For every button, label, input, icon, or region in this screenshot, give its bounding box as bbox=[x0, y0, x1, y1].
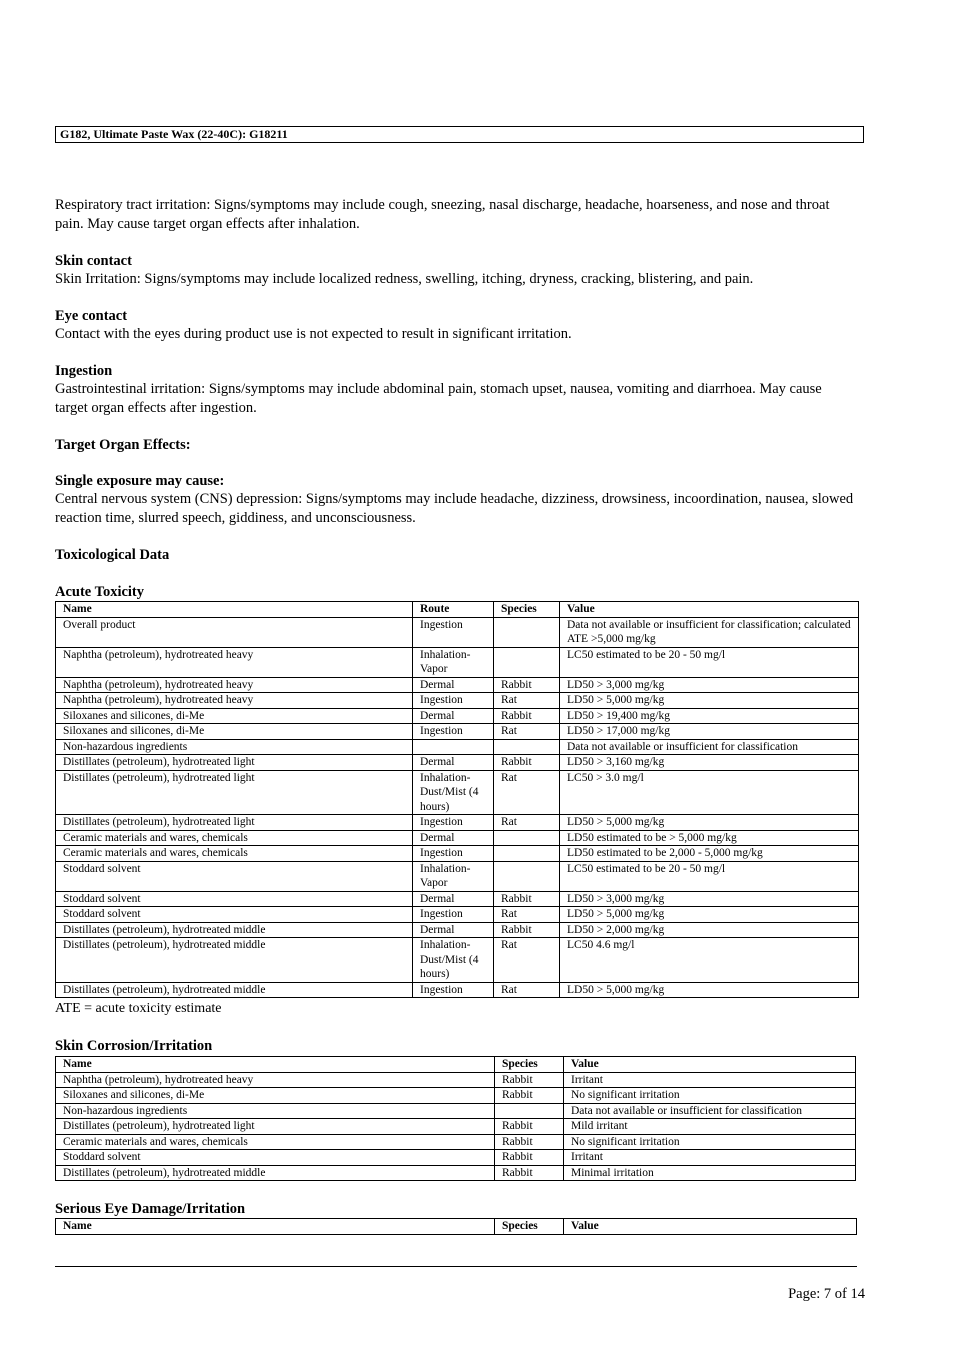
skin-cell: Ceramic materials and wares, chemicals bbox=[56, 1134, 495, 1150]
skin-header-species: Species bbox=[495, 1057, 564, 1073]
acute-cell: Data not available or insufficient for classification; calculated ATE >5,000 mg/kg bbox=[560, 617, 859, 647]
skin-cell: Siloxanes and silicones, di-Me bbox=[56, 1088, 495, 1104]
acute-cell bbox=[494, 846, 560, 862]
acute-cell: Rat bbox=[494, 770, 560, 815]
acute-row bbox=[56, 755, 859, 771]
acute-cell: LD50 > 3,160 mg/kg bbox=[560, 755, 859, 771]
acute-cell: Rat bbox=[494, 907, 560, 923]
skin-cell: Minimal irritation bbox=[564, 1165, 856, 1181]
acute-cell: Dermal bbox=[413, 755, 494, 771]
skin-cell: No significant irritation bbox=[564, 1088, 856, 1104]
skin-cell: Rabbit bbox=[495, 1072, 564, 1088]
eye-damage-heading: Serious Eye Damage/Irritation bbox=[55, 1201, 246, 1217]
acute-cell: Rabbit bbox=[494, 755, 560, 771]
acute-cell: Ingestion bbox=[413, 617, 494, 647]
acute-cell: Rabbit bbox=[494, 708, 560, 724]
acute-cell: Rabbit bbox=[494, 677, 560, 693]
acute-cell: Distillates (petroleum), hydrotreated light bbox=[56, 815, 413, 831]
skin-cell: Rabbit bbox=[495, 1088, 564, 1104]
acute-cell: Ingestion bbox=[413, 693, 494, 709]
acute-cell: Dermal bbox=[413, 922, 494, 938]
acute-cell: Ceramic materials and wares, chemicals bbox=[56, 846, 413, 862]
acute-cell: Siloxanes and silicones, di-Me bbox=[56, 708, 413, 724]
skin-header-value: Value bbox=[564, 1057, 856, 1073]
eye-contact-heading: Eye contact bbox=[55, 308, 128, 324]
acute-cell: Dermal bbox=[413, 830, 494, 846]
acute-cell: Dermal bbox=[413, 891, 494, 907]
acute-cell: Ingestion bbox=[413, 815, 494, 831]
acute-cell: LD50 > 3,000 mg/kg bbox=[560, 677, 859, 693]
acute-cell bbox=[494, 617, 560, 647]
skin-contact-text: Skin Irritation: Signs/symptoms may include localized redness, swelling, itching, dryness, cracking, blistering, and pain. bbox=[55, 271, 754, 287]
acute-cell: Naphtha (petroleum), hydrotreated heavy bbox=[56, 647, 413, 677]
acute-cell: LD50 > 2,000 mg/kg bbox=[560, 922, 859, 938]
skin-contact-heading: Skin contact bbox=[55, 253, 132, 269]
acute-cell: LD50 > 5,000 mg/kg bbox=[560, 907, 859, 923]
skin-row bbox=[56, 1072, 856, 1088]
acute-row bbox=[56, 677, 859, 693]
acute-toxicity-table bbox=[55, 601, 859, 998]
acute-cell: Distillates (petroleum), hydrotreated light bbox=[56, 770, 413, 815]
footer-rule bbox=[55, 1266, 857, 1267]
acute-cell bbox=[413, 739, 494, 755]
skin-cell: Rabbit bbox=[495, 1165, 564, 1181]
single-exposure-text: Central nervous system (CNS) depression: Signs/symptoms may include headache, dizziness, drowsiness, incoordination, nausea, slowed reaction time, slurred speech, giddiness, and unconsciousness. bbox=[55, 491, 854, 526]
acute-cell: Rabbit bbox=[494, 922, 560, 938]
acute-cell: Stoddard solvent bbox=[56, 861, 413, 891]
acute-cell: LC50 estimated to be 20 - 50 mg/l bbox=[560, 861, 859, 891]
skin-row bbox=[56, 1088, 856, 1104]
eye-header-name: Name bbox=[56, 1219, 495, 1235]
acute-row bbox=[56, 891, 859, 907]
acute-cell: LD50 estimated to be 2,000 - 5,000 mg/kg bbox=[560, 846, 859, 862]
skin-corrosion-heading: Skin Corrosion/Irritation bbox=[55, 1038, 213, 1054]
acute-cell: Siloxanes and silicones, di-Me bbox=[56, 724, 413, 740]
acute-cell bbox=[494, 739, 560, 755]
eye-header-value: Value bbox=[564, 1219, 857, 1235]
acute-row bbox=[56, 739, 859, 755]
acute-cell: LC50 > 3.0 mg/l bbox=[560, 770, 859, 815]
ingestion-text: Gastrointestinal irritation: Signs/symptoms may include abdominal pain, stomach upset, nausea, vomiting and diarrhoea. May cause target organ effects after ingestion. bbox=[55, 381, 822, 416]
toxicological-data-heading: Toxicological Data bbox=[55, 547, 170, 563]
ingestion-heading: Ingestion bbox=[55, 363, 113, 379]
acute-cell bbox=[494, 647, 560, 677]
acute-row bbox=[56, 724, 859, 740]
acute-cell: Ceramic materials and wares, chemicals bbox=[56, 830, 413, 846]
acute-cell: Rat bbox=[494, 815, 560, 831]
acute-cell: Stoddard solvent bbox=[56, 907, 413, 923]
acute-cell: Rat bbox=[494, 693, 560, 709]
acute-cell: Naphtha (petroleum), hydrotreated heavy bbox=[56, 677, 413, 693]
single-exposure-heading: Single exposure may cause: bbox=[55, 473, 225, 489]
skin-cell: Irritant bbox=[564, 1150, 856, 1166]
document-header: G182, Ultimate Paste Wax (22-40C): G18211 bbox=[55, 126, 864, 143]
acute-cell: Inhalation-Dust/Mist (4 hours) bbox=[413, 938, 494, 983]
skin-cell: Mild irritant bbox=[564, 1119, 856, 1135]
skin-row bbox=[56, 1103, 856, 1119]
acute-cell: Distillates (petroleum), hydrotreated middle bbox=[56, 922, 413, 938]
acute-cell: LD50 > 5,000 mg/kg bbox=[560, 693, 859, 709]
acute-cell: Ingestion bbox=[413, 846, 494, 862]
skin-corrosion-table bbox=[55, 1056, 856, 1181]
skin-cell: Data not available or insufficient for classification bbox=[564, 1103, 856, 1119]
acute-row bbox=[56, 982, 859, 998]
acute-cell: Stoddard solvent bbox=[56, 891, 413, 907]
acute-header-name: Name bbox=[56, 602, 413, 618]
acute-header-value: Value bbox=[560, 602, 859, 618]
page-number: Page: 7 of 14 bbox=[788, 1286, 865, 1302]
skin-row bbox=[56, 1119, 856, 1135]
eye-damage-table bbox=[55, 1218, 857, 1235]
acute-cell: LC50 estimated to be 20 - 50 mg/l bbox=[560, 647, 859, 677]
acute-row bbox=[56, 770, 859, 815]
acute-cell: Dermal bbox=[413, 708, 494, 724]
acute-cell: Rat bbox=[494, 938, 560, 983]
skin-row bbox=[56, 1165, 856, 1181]
acute-cell: LD50 estimated to be > 5,000 mg/kg bbox=[560, 830, 859, 846]
acute-cell: Non-hazardous ingredients bbox=[56, 739, 413, 755]
acute-cell: Distillates (petroleum), hydrotreated middle bbox=[56, 938, 413, 983]
acute-row bbox=[56, 617, 859, 647]
acute-cell: Inhalation-Vapor bbox=[413, 861, 494, 891]
acute-row bbox=[56, 815, 859, 831]
eye-contact-text: Contact with the eyes during product use is not expected to result in significant irritation. bbox=[55, 326, 572, 342]
skin-cell: Distillates (petroleum), hydrotreated light bbox=[56, 1119, 495, 1135]
eye-header-species: Species bbox=[495, 1219, 564, 1235]
acute-row bbox=[56, 647, 859, 677]
acute-cell: LD50 > 19,400 mg/kg bbox=[560, 708, 859, 724]
skin-cell: Rabbit bbox=[495, 1150, 564, 1166]
acute-row bbox=[56, 693, 859, 709]
acute-cell: Inhalation-Dust/Mist (4 hours) bbox=[413, 770, 494, 815]
skin-cell: Naphtha (petroleum), hydrotreated heavy bbox=[56, 1072, 495, 1088]
acute-cell: LD50 > 17,000 mg/kg bbox=[560, 724, 859, 740]
acute-header-species: Species bbox=[494, 602, 560, 618]
skin-cell: No significant irritation bbox=[564, 1134, 856, 1150]
skin-cell: Non-hazardous ingredients bbox=[56, 1103, 495, 1119]
acute-cell: Ingestion bbox=[413, 907, 494, 923]
acute-cell: Rat bbox=[494, 982, 560, 998]
acute-cell: Data not available or insufficient for classification bbox=[560, 739, 859, 755]
respiratory-text: Respiratory tract irritation: Signs/symptoms may include cough, sneezing, nasal discharge, headache, hoarseness, and nose and throat pain. May cause target organ effects after inhalation. bbox=[55, 197, 830, 232]
acute-cell: LD50 > 3,000 mg/kg bbox=[560, 891, 859, 907]
acute-toxicity-heading: Acute Toxicity bbox=[55, 584, 145, 600]
skin-row bbox=[56, 1134, 856, 1150]
skin-cell bbox=[495, 1103, 564, 1119]
acute-row bbox=[56, 830, 859, 846]
skin-cell: Rabbit bbox=[495, 1119, 564, 1135]
acute-row bbox=[56, 938, 859, 983]
skin-cell: Distillates (petroleum), hydrotreated middle bbox=[56, 1165, 495, 1181]
acute-cell: Inhalation-Vapor bbox=[413, 647, 494, 677]
skin-cell: Irritant bbox=[564, 1072, 856, 1088]
acute-cell: LC50 4.6 mg/l bbox=[560, 938, 859, 983]
skin-header-name: Name bbox=[56, 1057, 495, 1073]
acute-row bbox=[56, 907, 859, 923]
acute-header-route: Route bbox=[413, 602, 494, 618]
acute-cell: Rat bbox=[494, 724, 560, 740]
skin-cell: Stoddard solvent bbox=[56, 1150, 495, 1166]
acute-cell: Dermal bbox=[413, 677, 494, 693]
acute-row bbox=[56, 846, 859, 862]
acute-cell: Ingestion bbox=[413, 982, 494, 998]
target-organ-heading: Target Organ Effects: bbox=[55, 437, 191, 453]
acute-cell bbox=[494, 861, 560, 891]
acute-row bbox=[56, 922, 859, 938]
acute-row bbox=[56, 861, 859, 891]
acute-cell: Naphtha (petroleum), hydrotreated heavy bbox=[56, 693, 413, 709]
ate-note: ATE = acute toxicity estimate bbox=[55, 1001, 222, 1016]
acute-cell bbox=[494, 830, 560, 846]
acute-cell: Overall product bbox=[56, 617, 413, 647]
acute-cell: Distillates (petroleum), hydrotreated light bbox=[56, 755, 413, 771]
acute-cell: Ingestion bbox=[413, 724, 494, 740]
acute-cell: Rabbit bbox=[494, 891, 560, 907]
acute-cell: Distillates (petroleum), hydrotreated middle bbox=[56, 982, 413, 998]
acute-cell: LD50 > 5,000 mg/kg bbox=[560, 815, 859, 831]
skin-row bbox=[56, 1150, 856, 1166]
acute-cell: LD50 > 5,000 mg/kg bbox=[560, 982, 859, 998]
skin-cell: Rabbit bbox=[495, 1134, 564, 1150]
acute-row bbox=[56, 708, 859, 724]
